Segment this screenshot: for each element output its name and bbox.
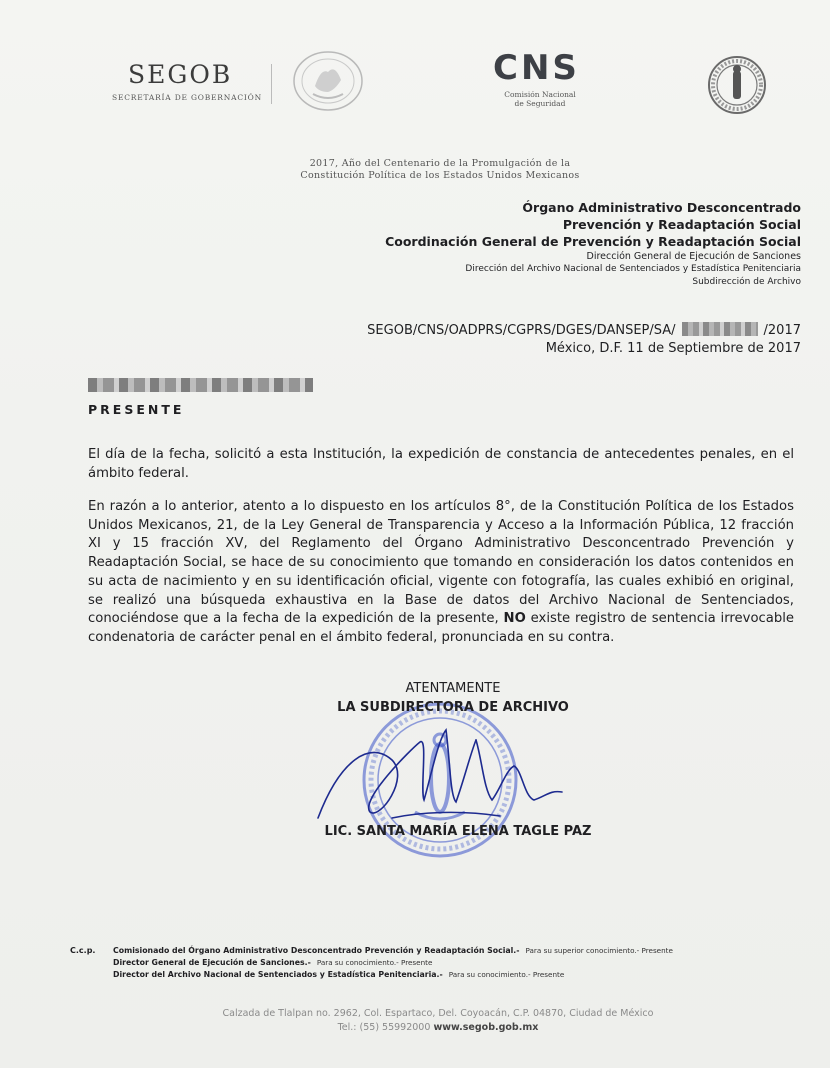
footer-website-link[interactable]: www.segob.gob.mx bbox=[433, 1022, 539, 1033]
signer-title: LA SUBDIRECTORA DE ARCHIVO bbox=[337, 700, 569, 715]
cc-recipient: Director General de Ejecución de Sanciones.- bbox=[113, 958, 311, 967]
cns-subtitle-1: Comisión Nacional bbox=[504, 90, 576, 99]
logo-divider bbox=[271, 64, 272, 104]
footer-contact bbox=[200, 1022, 676, 1033]
cc-line bbox=[113, 958, 432, 967]
cc-recipient: Director del Archivo Nacional de Sentenciados y Estadística Penitenciaria.- bbox=[113, 970, 443, 979]
org-line-3: Coordinación General de Prevención y Readaptación Social bbox=[385, 234, 801, 249]
document-date: México, D.F. 11 de Septiembre de 2017 bbox=[545, 341, 801, 356]
org-line-4: Dirección General de Ejecución de Sanciones bbox=[586, 251, 801, 262]
footer-address: Calzada de Tlalpan no. 2962, Col. Espartaco, Del. Coyoacán, C.P. 04870, Ciudad de México bbox=[222, 1008, 654, 1019]
cc-note: Para su conocimiento.- Presente bbox=[448, 970, 565, 979]
body-paragraph-1: El día de la fecha, solicitó a esta Institución, la expedición de constancia de antecedentes penales, en el ámbito federal. bbox=[88, 447, 794, 481]
year-legend-line-2: Constitución Política de los Estados Unidos Mexicanos bbox=[300, 170, 580, 181]
segob-subtitle: SECRETARÍA DE GOBERNACIÓN bbox=[112, 93, 262, 102]
reference-prefix: SEGOB/CNS/OADPRS/CGPRS/DGES/DANSEP/SA/ bbox=[367, 323, 676, 338]
redacted-addressee bbox=[88, 378, 313, 392]
paragraph-2-after: existe registro de sentencia irrevocable condenatoria de carácter penal en el ámbito federal, pronunciada en su contra. bbox=[88, 611, 794, 645]
salutation: PRESENTE bbox=[88, 402, 185, 417]
cc-line bbox=[113, 946, 673, 955]
year-legend-line-1: 2017, Año del Centenario de la Promulgación de la bbox=[309, 158, 571, 169]
segob-logo: SEGOB bbox=[128, 60, 233, 89]
paragraph-2-bold: NO bbox=[503, 611, 526, 627]
cns-subtitle-2: de Seguridad bbox=[514, 99, 566, 108]
reference-suffix: /2017 bbox=[763, 323, 801, 338]
footer-phone: Tel.: (55) 55992000 bbox=[337, 1022, 431, 1033]
national-seal-icon bbox=[291, 50, 365, 112]
org-line-1: Órgano Administrativo Desconcentrado bbox=[522, 200, 801, 215]
ccp-label: C.c.p. bbox=[70, 946, 96, 955]
cc-note: Para su superior conocimiento.- Presente bbox=[525, 946, 673, 955]
archive-seal-icon bbox=[707, 55, 767, 115]
org-line-2: Prevención y Readaptación Social bbox=[562, 217, 801, 232]
closing: ATENTAMENTE bbox=[405, 681, 501, 696]
cns-logo: CNS bbox=[493, 48, 580, 88]
org-line-5: Dirección del Archivo Nacional de Sentenciados y Estadística Penitenciaria bbox=[465, 264, 801, 274]
cc-note: Para su conocimiento.- Presente bbox=[316, 958, 433, 967]
reference-number bbox=[367, 322, 801, 338]
cc-recipient: Comisionado del Órgano Administrativo Desconcentrado Prevención y Readaptación Social.- bbox=[113, 946, 520, 955]
signer-name: LIC. SANTA MARÍA ELENA TAGLE PAZ bbox=[324, 824, 592, 839]
org-line-6: Subdirección de Archivo bbox=[692, 277, 801, 287]
body-paragraph-2 bbox=[88, 498, 794, 648]
cc-line bbox=[113, 970, 564, 979]
paragraph-2-before: En razón a lo anterior, atento a lo dispuesto en los artículos 8°, de la Constitución Política de los Estados Unidos Mexicanos, 21, de la Ley General de Transparencia y Acceso a la Información Pública, 12 fracción XI y 15 fracción XV, del Reglamento del Órgano Administrativo Desconcentrado Prevención y Readaptación Social, se hace de su conocimiento que tomando en consideración los datos contenidos en su acta de nacimiento y en su identificación oficial, vigente con fotografía, las cuales exhibió en original, se realizó una búsqueda exhaustiva en la Base de datos del Archivo Nacional de Sentenciados, conociéndose que a la fecha de la expedición de la presente, bbox=[88, 499, 794, 627]
redacted-folio bbox=[682, 322, 758, 336]
